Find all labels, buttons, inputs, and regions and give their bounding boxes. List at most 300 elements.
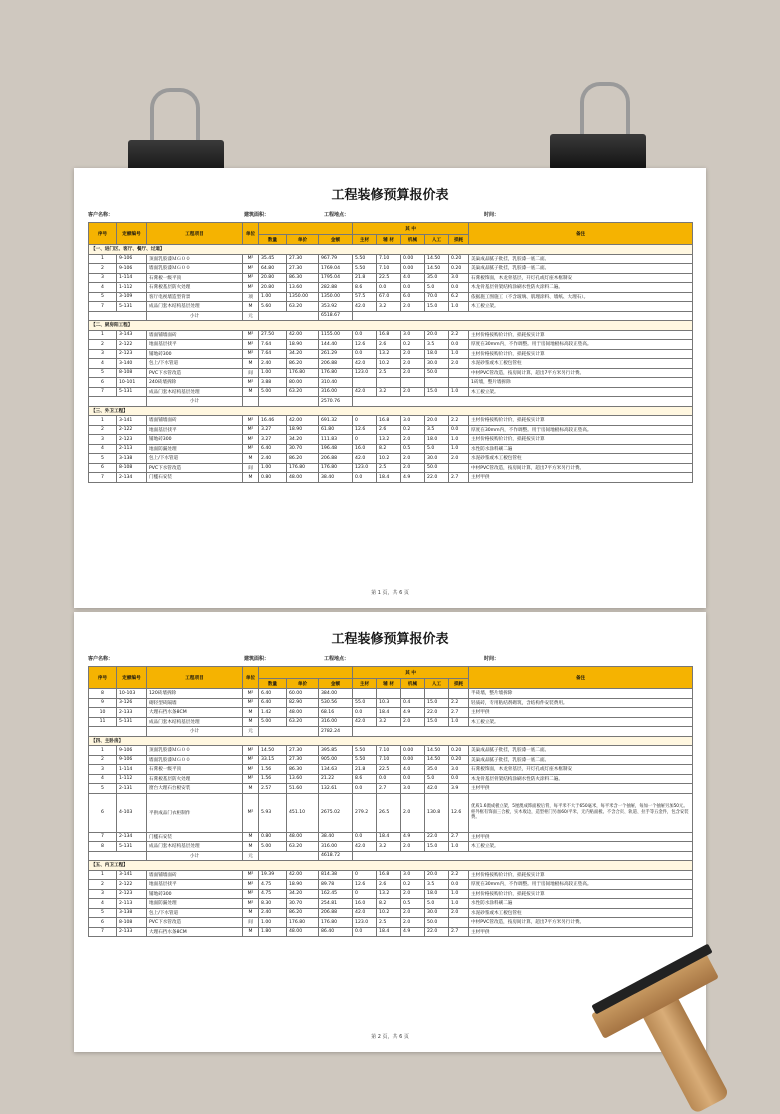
- cell-machine: 4.9: [401, 832, 425, 842]
- cell-aux: 26.5: [377, 793, 401, 832]
- cell-note: 中材PVC管改造，按房间计算，超出7平方米另行计费。: [469, 918, 693, 928]
- cell-price: 60.00: [287, 689, 319, 699]
- cell-qty: 1.00: [259, 918, 287, 928]
- cell-machine: 3.0: [401, 416, 425, 426]
- cell-machine: 2.0: [401, 435, 425, 445]
- cell-loss: 0.20: [449, 254, 469, 264]
- cell-labor: 30.0: [425, 359, 449, 369]
- cell-seq: 6: [89, 793, 117, 832]
- cell-seq: 11: [89, 717, 117, 727]
- cell-labor: 15.0: [425, 302, 449, 312]
- location-label: 工程地点：: [324, 212, 350, 218]
- cell-qty: 5.60: [259, 302, 287, 312]
- cell-note: 主材价格按购价计价，损耗按实计算: [469, 435, 693, 445]
- cell-seq: 3: [89, 349, 117, 359]
- cell-note: 主材甲供: [469, 832, 693, 842]
- cell-price: 86.30: [287, 765, 319, 775]
- cell-aux: 2.5: [377, 463, 401, 473]
- cell-item: 包上/下水管道: [147, 908, 243, 918]
- section-label: 【三、外卫工程】: [89, 406, 693, 416]
- cell-qty: 20.80: [259, 273, 287, 283]
- cell-material: 0: [353, 889, 377, 899]
- cell-material: 16.0: [353, 444, 377, 454]
- cell-price: 86.20: [287, 908, 319, 918]
- cell-unit: M²: [243, 330, 259, 340]
- cell-aux: 7.10: [377, 755, 401, 765]
- section-label: 【五、内卫工程】: [89, 861, 693, 871]
- cell-quota: 3-140: [117, 359, 147, 369]
- header-item: 工程项目: [147, 223, 243, 245]
- cell-labor: 3.5: [425, 425, 449, 435]
- cell-note: 1砖墙，整片墙拆除: [469, 378, 693, 388]
- cell-quota: 2-113: [117, 899, 147, 909]
- cell-price: 34.20: [287, 889, 319, 899]
- header-of-which: 其 中: [353, 667, 469, 679]
- cell-quota: 10-103: [117, 689, 147, 699]
- cell-amount: 86.40: [319, 927, 353, 937]
- cell-seq: 4: [89, 444, 117, 454]
- cell-item: 成品门套木结构基层处理: [147, 302, 243, 312]
- cell-qty: 6.40: [259, 444, 287, 454]
- cell-aux: 8.2: [377, 444, 401, 454]
- cell-price: 30.70: [287, 444, 319, 454]
- cell-aux: 7.10: [377, 264, 401, 274]
- cell-labor: 22.0: [425, 927, 449, 937]
- table-row: [89, 273, 693, 283]
- cell-machine: 3.0: [401, 330, 425, 340]
- cell-amount: 176.80: [319, 463, 353, 473]
- cell-seq: 7: [89, 387, 117, 397]
- cell-qty: 3.88: [259, 378, 287, 388]
- cell-item: 地面基层找平: [147, 425, 243, 435]
- cell-loss: 1.0: [449, 349, 469, 359]
- cell-material: 12.6: [353, 340, 377, 350]
- cell-amount: 691.32: [319, 416, 353, 426]
- cell-labor: 14.50: [425, 254, 449, 264]
- cell-quota: 5-131: [117, 842, 147, 852]
- cell-machine: 0.5: [401, 899, 425, 909]
- subtotal-row: [89, 727, 693, 737]
- table-row: [89, 264, 693, 274]
- cell-note: 水性防水涂料刷二遍: [469, 444, 693, 454]
- cell-quota: 1-114: [117, 273, 147, 283]
- cell-item: 地面防漏处理: [147, 444, 243, 454]
- cell-item: 砌轻型砖隔墙: [147, 698, 243, 708]
- cell-material: 123.0: [353, 368, 377, 378]
- cell-amount: 176.80: [319, 368, 353, 378]
- cell-price: 18.90: [287, 425, 319, 435]
- cell-labor: [425, 378, 449, 388]
- cell-qty: 6.40: [259, 689, 287, 699]
- cell-loss: 1.0: [449, 899, 469, 909]
- cell-machine: 0.00: [401, 264, 425, 274]
- area-label: 建筑面积：: [244, 656, 270, 662]
- cell-item: 石膏板一级平顶: [147, 273, 243, 283]
- cell-note: 主材价格按购价计价，损耗按实计算: [469, 330, 693, 340]
- cell-amount: 21.22: [319, 774, 353, 784]
- cell-amount: 38.40: [319, 473, 353, 483]
- cell-labor: 3.5: [425, 340, 449, 350]
- cell-loss: 2.2: [449, 698, 469, 708]
- cell-unit: M²: [243, 254, 259, 264]
- table-row: [89, 378, 693, 388]
- header-amount: 金额: [319, 235, 353, 245]
- cell-aux: 16.8: [377, 330, 401, 340]
- table-row: [89, 254, 693, 264]
- cell-seq: 10: [89, 708, 117, 718]
- cell-price: 176.80: [287, 368, 319, 378]
- cell-note: 中材PVC管改造，按房间计算，超出7平方米另行计费。: [469, 368, 693, 378]
- cell-note: 厚度在30mm内，不作调整。用于房间地板标高较正垫高。: [469, 880, 693, 890]
- table-row: [89, 774, 693, 784]
- cell-loss: 3.0: [449, 765, 469, 775]
- cell-aux: 3.2: [377, 842, 401, 852]
- cell-unit: M: [243, 454, 259, 464]
- cell-material: 0.0: [353, 784, 377, 794]
- cell-material: 0.0: [353, 927, 377, 937]
- cell-amount: 1350.00: [319, 292, 353, 302]
- area-label: 建筑面积：: [244, 212, 270, 218]
- cell-seq: 7: [89, 927, 117, 937]
- subtotal-amount: 6518.67: [319, 311, 353, 321]
- cell-quota: 5-131: [117, 302, 147, 312]
- cell-qty: 5.00: [259, 387, 287, 397]
- cell-price: 27.30: [287, 264, 319, 274]
- cell-unit: M²: [243, 444, 259, 454]
- cell-note: 主材价格按购价计价，损耗按实计算: [469, 870, 693, 880]
- cell-note: 木龙骨基层骨架结构涂刷水性防火涂料二遍。: [469, 774, 693, 784]
- cell-quota: 2-131: [117, 784, 147, 794]
- section-row: [89, 861, 693, 871]
- table-row: [89, 302, 693, 312]
- page-footer: 第 2 页，共 6 页: [371, 1034, 409, 1040]
- cell-loss: [449, 689, 469, 699]
- cell-item: 包上/下水管道: [147, 359, 243, 369]
- cell-amount: 38.40: [319, 832, 353, 842]
- cell-amount: 310.40: [319, 378, 353, 388]
- cell-loss: 0.0: [449, 425, 469, 435]
- cell-price: 18.90: [287, 880, 319, 890]
- cell-note: 木龙骨基层骨架结构涂刷水性防火涂料二遍。: [469, 283, 693, 293]
- cell-item: 门槛石安装: [147, 473, 243, 483]
- cell-labor: 5.0: [425, 444, 449, 454]
- cell-quota: 2-123: [117, 435, 147, 445]
- cell-material: 0: [353, 435, 377, 445]
- cell-machine: 2.0: [401, 454, 425, 464]
- cell-amount: 176.80: [319, 918, 353, 928]
- cell-qty: 19.39: [259, 870, 287, 880]
- cell-labor: 15.0: [425, 698, 449, 708]
- header-loss: 损耗: [449, 679, 469, 689]
- cell-unit: M²: [243, 870, 259, 880]
- cell-quota: 2-133: [117, 927, 147, 937]
- cell-labor: [425, 689, 449, 699]
- cell-price: 86.30: [287, 273, 319, 283]
- cell-loss: [449, 368, 469, 378]
- cell-labor: 30.0: [425, 908, 449, 918]
- cell-machine: 0.2: [401, 425, 425, 435]
- table-row: [89, 689, 693, 699]
- cell-price: 451.10: [287, 793, 319, 832]
- cell-machine: [401, 378, 425, 388]
- cell-machine: 0.00: [401, 254, 425, 264]
- cell-qty: 2.40: [259, 908, 287, 918]
- subtotal-row: [89, 851, 693, 861]
- cell-quota: 3-109: [117, 292, 147, 302]
- header-qty: 数量: [259, 235, 287, 245]
- table-row: [89, 908, 693, 918]
- cell-quota: 3-141: [117, 416, 147, 426]
- cell-machine: 0.4: [401, 698, 425, 708]
- cell-price: 176.80: [287, 918, 319, 928]
- cell-amount: 134.63: [319, 765, 353, 775]
- header-labor: 人工: [425, 679, 449, 689]
- cell-qty: 33.15: [259, 755, 287, 765]
- cell-qty: 5.93: [259, 793, 287, 832]
- cell-item: 包上/下水管道: [147, 454, 243, 464]
- cell-note: 木工板立架。: [469, 387, 693, 397]
- cell-seq: 2: [89, 425, 117, 435]
- cell-seq: 6: [89, 378, 117, 388]
- cell-machine: 2.0: [401, 368, 425, 378]
- cell-seq: 1: [89, 254, 117, 264]
- section-row: [89, 406, 693, 416]
- cell-item: 石膏板一级平顶: [147, 765, 243, 775]
- cell-quota: 5-131: [117, 387, 147, 397]
- cell-note: 厚度在30mm内，不作调整。用于房间地板标高较正垫高。: [469, 340, 693, 350]
- table-row: [89, 454, 693, 464]
- cell-material: 0.0: [353, 473, 377, 483]
- cell-material: 57.5: [353, 292, 377, 302]
- cell-amount: 1769.04: [319, 264, 353, 274]
- section-label: 【一、进门区、客厅、餐厅、过道】: [89, 245, 693, 255]
- cell-price: 27.30: [287, 254, 319, 264]
- cell-machine: 0.00: [401, 755, 425, 765]
- cell-item: 顶面乳胶漆ＭＧ００: [147, 746, 243, 756]
- cell-loss: 2.0: [449, 359, 469, 369]
- cell-seq: 1: [89, 870, 117, 880]
- cell-amount: 132.61: [319, 784, 353, 794]
- cell-qty: 3.27: [259, 435, 287, 445]
- binder-clip-right: [550, 82, 646, 172]
- cell-loss: 0.20: [449, 264, 469, 274]
- cell-aux: [377, 689, 401, 699]
- cell-material: 5.50: [353, 254, 377, 264]
- cell-loss: 0.0: [449, 774, 469, 784]
- table-row: [89, 435, 693, 445]
- cell-quota: 9-106: [117, 746, 147, 756]
- cell-machine: 2.0: [401, 918, 425, 928]
- table-row: [89, 425, 693, 435]
- cell-item: 墙面乳胶漆ＭＧ００: [147, 755, 243, 765]
- cell-unit: M²: [243, 880, 259, 890]
- cell-aux: [377, 378, 401, 388]
- cell-labor: 18.0: [425, 889, 449, 899]
- cell-loss: 2.7: [449, 927, 469, 937]
- cell-aux: 3.2: [377, 387, 401, 397]
- cell-unit: 间: [243, 368, 259, 378]
- cell-seq: 5: [89, 454, 117, 464]
- table-row: [89, 842, 693, 852]
- cell-loss: 2.2: [449, 416, 469, 426]
- cell-material: 5.50: [353, 264, 377, 274]
- cell-machine: 4.0: [401, 765, 425, 775]
- cell-quota: 3-141: [117, 870, 147, 880]
- cell-qty: 7.64: [259, 340, 287, 350]
- cell-seq: 2: [89, 880, 117, 890]
- table-row: [89, 387, 693, 397]
- cell-material: 21.8: [353, 765, 377, 775]
- cell-material: 0.0: [353, 708, 377, 718]
- cell-note: 优质1.6澳成板立架，5厘澳成饰面板后背，每平米不大于650毫米，每平米含一个抽屉，每加一个抽屉另加50元。柜外框有饰面三合板，实木收边，造型柜门另加60/平米，无内贴面板。不含合页、轨道、拉手等五金件，包含安装费。: [469, 793, 693, 832]
- cell-loss: 1.0: [449, 889, 469, 899]
- table-row: [89, 832, 693, 842]
- cell-amount: 206.88: [319, 454, 353, 464]
- cell-qty: 4.75: [259, 880, 287, 890]
- cell-unit: M: [243, 784, 259, 794]
- cell-quota: 3-126: [117, 698, 147, 708]
- cell-amount: 1155.00: [319, 330, 353, 340]
- cell-unit: M: [243, 832, 259, 842]
- cell-labor: 42.0: [425, 784, 449, 794]
- header-machine: 机械: [401, 235, 425, 245]
- cell-labor: 20.0: [425, 330, 449, 340]
- header-quota: 定额编号: [117, 667, 147, 689]
- cell-loss: 0.0: [449, 880, 469, 890]
- cell-quota: 4-103: [117, 793, 147, 832]
- cell-price: 86.20: [287, 359, 319, 369]
- cell-material: 55.0: [353, 698, 377, 708]
- cell-qty: 27.50: [259, 330, 287, 340]
- cell-unit: M²: [243, 689, 259, 699]
- cell-aux: 2.6: [377, 340, 401, 350]
- cell-item: 成品门套木结构基层处理: [147, 387, 243, 397]
- cell-labor: 18.0: [425, 435, 449, 445]
- header-note: 备注: [469, 667, 693, 689]
- cell-item: 客厅电视墙造型背景: [147, 292, 243, 302]
- cell-unit: M²: [243, 755, 259, 765]
- cell-amount: 61.80: [319, 425, 353, 435]
- header-material: 主材: [353, 679, 377, 689]
- cell-price: 51.60: [287, 784, 319, 794]
- cell-aux: 2.6: [377, 425, 401, 435]
- header-unit: 单位: [243, 667, 259, 689]
- header-loss: 损耗: [449, 235, 469, 245]
- table-row: [89, 899, 693, 909]
- cell-price: 176.80: [287, 463, 319, 473]
- cell-price: 42.00: [287, 416, 319, 426]
- header-amount: 金额: [319, 679, 353, 689]
- cell-qty: 5.00: [259, 717, 287, 727]
- cell-aux: 3.2: [377, 717, 401, 727]
- cell-item: 成品门套木结构基层处理: [147, 717, 243, 727]
- cell-quota: 2-123: [117, 349, 147, 359]
- cell-machine: 2.0: [401, 889, 425, 899]
- cell-machine: 2.0: [401, 908, 425, 918]
- cell-amount: 967.79: [319, 254, 353, 264]
- cell-loss: 1.0: [449, 842, 469, 852]
- cell-machine: 2.0: [401, 717, 425, 727]
- cell-seq: 6: [89, 463, 117, 473]
- cell-quota: 3-138: [117, 908, 147, 918]
- cell-quota: 1-112: [117, 283, 147, 293]
- cell-labor: 22.0: [425, 708, 449, 718]
- cell-qty: 7.64: [259, 349, 287, 359]
- cell-price: 27.30: [287, 755, 319, 765]
- cell-amount: 196.48: [319, 444, 353, 454]
- cell-seq: 7: [89, 832, 117, 842]
- cell-machine: 4.9: [401, 927, 425, 937]
- cell-material: 42.0: [353, 908, 377, 918]
- cell-loss: 2.0: [449, 454, 469, 464]
- cell-loss: 2.2: [449, 330, 469, 340]
- cell-material: 123.0: [353, 918, 377, 928]
- info-row: [74, 208, 706, 222]
- cell-labor: 15.0: [425, 842, 449, 852]
- cell-amount: 254.81: [319, 899, 353, 909]
- cell-price: 30.70: [287, 899, 319, 909]
- cell-aux: 0.0: [377, 774, 401, 784]
- cell-machine: 2.0: [401, 359, 425, 369]
- cell-qty: 5.00: [259, 842, 287, 852]
- cell-qty: 0.80: [259, 832, 287, 842]
- cell-seq: 2: [89, 264, 117, 274]
- cell-note: 水泥砂浆或木工板包管柱: [469, 359, 693, 369]
- table-row: [89, 349, 693, 359]
- section-row: [89, 245, 693, 255]
- cell-amount: 395.85: [319, 746, 353, 756]
- cell-unit: 间: [243, 918, 259, 928]
- cell-machine: [401, 689, 425, 699]
- cell-note: 美巢成品腻子批挂，乳胶漆一底二面。: [469, 264, 693, 274]
- cell-unit: M: [243, 473, 259, 483]
- cell-aux: 2.5: [377, 368, 401, 378]
- cell-unit: M²: [243, 264, 259, 274]
- cell-item: 门槛石安装: [147, 832, 243, 842]
- cell-qty: 0.80: [259, 473, 287, 483]
- cell-unit: M: [243, 708, 259, 718]
- table-body: [89, 245, 693, 483]
- time-label: 时间：: [484, 212, 500, 218]
- cell-labor: 15.0: [425, 717, 449, 727]
- cell-material: 42.0: [353, 717, 377, 727]
- cell-unit: M²: [243, 340, 259, 350]
- cell-machine: 0.00: [401, 746, 425, 756]
- cell-loss: [449, 378, 469, 388]
- cell-item: 120砖墙拆除: [147, 689, 243, 699]
- cell-quota: 2-122: [117, 880, 147, 890]
- cell-seq: 3: [89, 273, 117, 283]
- cell-unit: M: [243, 387, 259, 397]
- table-row: [89, 880, 693, 890]
- cell-item: 大理石挡水条8CM: [147, 708, 243, 718]
- cell-material: 12.6: [353, 425, 377, 435]
- cell-seq: 3: [89, 889, 117, 899]
- cell-note: 木工板立架。: [469, 717, 693, 727]
- cell-quota: 3-143: [117, 330, 147, 340]
- cell-machine: 6.0: [401, 292, 425, 302]
- cell-item: 地面防漏处理: [147, 899, 243, 909]
- table-row: [89, 473, 693, 483]
- cell-amount: 89.78: [319, 880, 353, 890]
- cell-note: 石膏板饰面，木龙骨基层，开灯孔或灯座木框制安: [469, 273, 693, 283]
- cell-note: 木工板立架。: [469, 842, 693, 852]
- cell-amount: 2675.02: [319, 793, 353, 832]
- table-row: [89, 708, 693, 718]
- cell-item: 墙面铺墙面砖: [147, 870, 243, 880]
- cell-aux: 10.2: [377, 454, 401, 464]
- cell-labor: 14.50: [425, 264, 449, 274]
